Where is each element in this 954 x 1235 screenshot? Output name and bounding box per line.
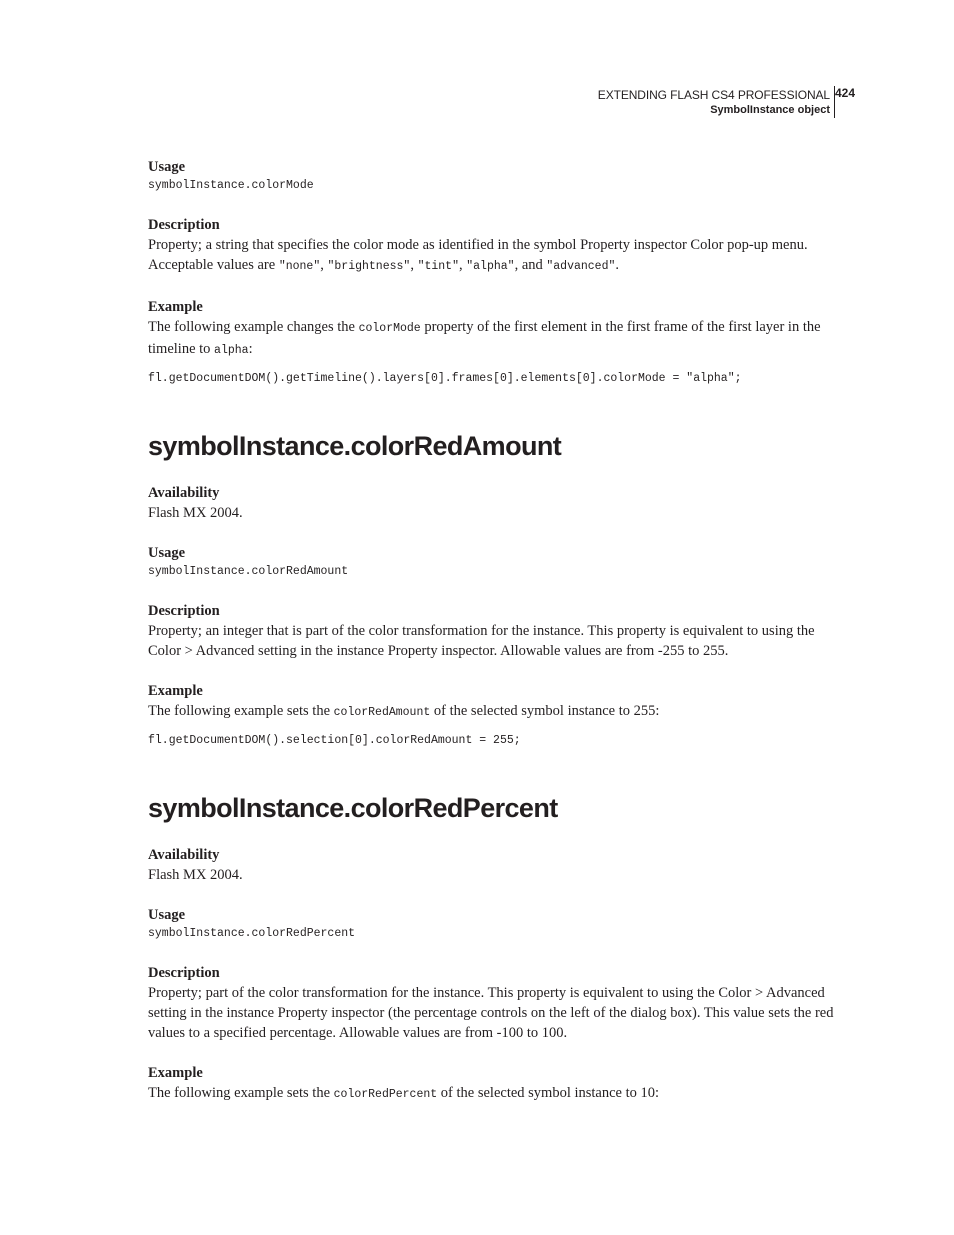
page-header xyxy=(444,86,855,120)
example-text-part2: property of the first element in the first frame of the first layer in the xyxy=(420,319,821,335)
header-text xyxy=(598,87,830,117)
usage-label: Usage xyxy=(148,159,186,175)
page-number: 424 xyxy=(834,86,855,100)
availability-text: Flash MX 2004. xyxy=(148,867,243,883)
example-text xyxy=(148,701,844,723)
usage-block-colormode xyxy=(148,158,844,195)
header-subtitle: SymbolInstance object xyxy=(710,104,830,116)
example-text-part1: The following example sets the xyxy=(148,703,334,719)
usage-label: Usage xyxy=(148,545,186,561)
example-label: Example xyxy=(148,299,203,315)
description-block-colormode xyxy=(148,216,844,277)
example-block-colorredpercent xyxy=(148,1064,844,1105)
value-tint: "tint" xyxy=(417,260,459,273)
header-title: EXTENDING FLASH CS4 PROFESSIONAL xyxy=(597,88,830,102)
usage-code: symbolInstance.colorMode xyxy=(148,179,314,192)
example-text-part4: : xyxy=(248,341,253,357)
usage-code: symbolInstance.colorRedAmount xyxy=(148,565,349,578)
value-advanced: "advanced" xyxy=(546,260,616,273)
description-line1: Property; an integer that is part of the color transformation for the instance. This property is equivalent to using the xyxy=(148,623,815,639)
description-line1: Property; part of the color transformation for the instance. This property is equivalent to using the Color > Advanced xyxy=(148,985,825,1001)
example-block-colormode xyxy=(148,298,844,388)
usage-block-colorredpercent xyxy=(148,906,844,943)
sentence-end: . xyxy=(615,257,620,273)
availability-block-colorredpercent xyxy=(148,846,844,885)
usage-label: Usage xyxy=(148,907,186,923)
inline-code-colorredamount: colorRedAmount xyxy=(333,706,431,719)
value-separator: , xyxy=(320,257,328,273)
availability-block-colorredamount xyxy=(148,484,844,523)
inline-code-alpha: alpha xyxy=(214,344,249,357)
example-block-colorredamount xyxy=(148,682,844,750)
description-line3: values to a specified percentage. Allowable values are from -100 to 100. xyxy=(148,1025,568,1041)
value-separator-and: , and xyxy=(514,257,547,273)
example-text-part3: timeline to xyxy=(148,341,215,357)
section-heading-colorredamount: symbolInstance.colorRedAmount xyxy=(148,431,562,461)
description-line1: Property; a string that specifies the color mode as identified in the symbol Property inspector Color pop-up menu. xyxy=(148,237,808,253)
example-text xyxy=(148,317,844,361)
example-text-part2: of the selected symbol instance to 10: xyxy=(437,1085,660,1101)
value-none: "none" xyxy=(278,260,321,273)
description-label: Description xyxy=(148,603,220,619)
availability-label: Availability xyxy=(148,485,220,501)
description-block-colorredamount xyxy=(148,602,844,661)
description-label: Description xyxy=(148,965,220,981)
inline-code-colormode: colorMode xyxy=(358,322,421,335)
description-text xyxy=(148,621,844,661)
description-line2: Color > Advanced setting in the instance Property inspector. Allowable values are from -255 to 255. xyxy=(148,643,729,659)
description-text xyxy=(148,235,844,277)
example-text-part1: The following example changes the xyxy=(148,319,359,335)
availability-text: Flash MX 2004. xyxy=(148,505,243,521)
example-label: Example xyxy=(148,683,203,699)
example-code: fl.getDocumentDOM().getTimeline().layers[0].frames[0].elements[0].colorMode = "alpha"; xyxy=(148,372,742,385)
example-text xyxy=(148,1083,844,1105)
description-text xyxy=(148,983,844,1043)
example-text-part1: The following example sets the xyxy=(148,1085,334,1101)
availability-label: Availability xyxy=(148,847,220,863)
usage-code: symbolInstance.colorRedPercent xyxy=(148,927,356,940)
description-label: Description xyxy=(148,217,220,233)
description-line2: setting in the instance Property inspector (the percentage controls on the left of the dialog box). This value sets the red xyxy=(148,1005,834,1021)
description-block-colorredpercent xyxy=(148,964,844,1043)
example-label: Example xyxy=(148,1065,203,1081)
inline-code-colorredpercent: colorRedPercent xyxy=(333,1088,438,1101)
example-code: fl.getDocumentDOM().selection[0].colorRedAmount = 255; xyxy=(148,734,521,747)
value-separator: , xyxy=(410,257,418,273)
value-alpha: "alpha" xyxy=(466,260,515,273)
section-heading-colorredpercent: symbolInstance.colorRedPercent xyxy=(148,793,558,823)
description-line2-prefix: Acceptable values are xyxy=(148,257,279,273)
value-brightness: "brightness" xyxy=(327,260,411,273)
usage-block-colorredamount xyxy=(148,544,844,581)
page-content xyxy=(148,158,844,1126)
value-separator: , xyxy=(459,257,467,273)
example-text-part2: of the selected symbol instance to 255: xyxy=(430,703,660,719)
